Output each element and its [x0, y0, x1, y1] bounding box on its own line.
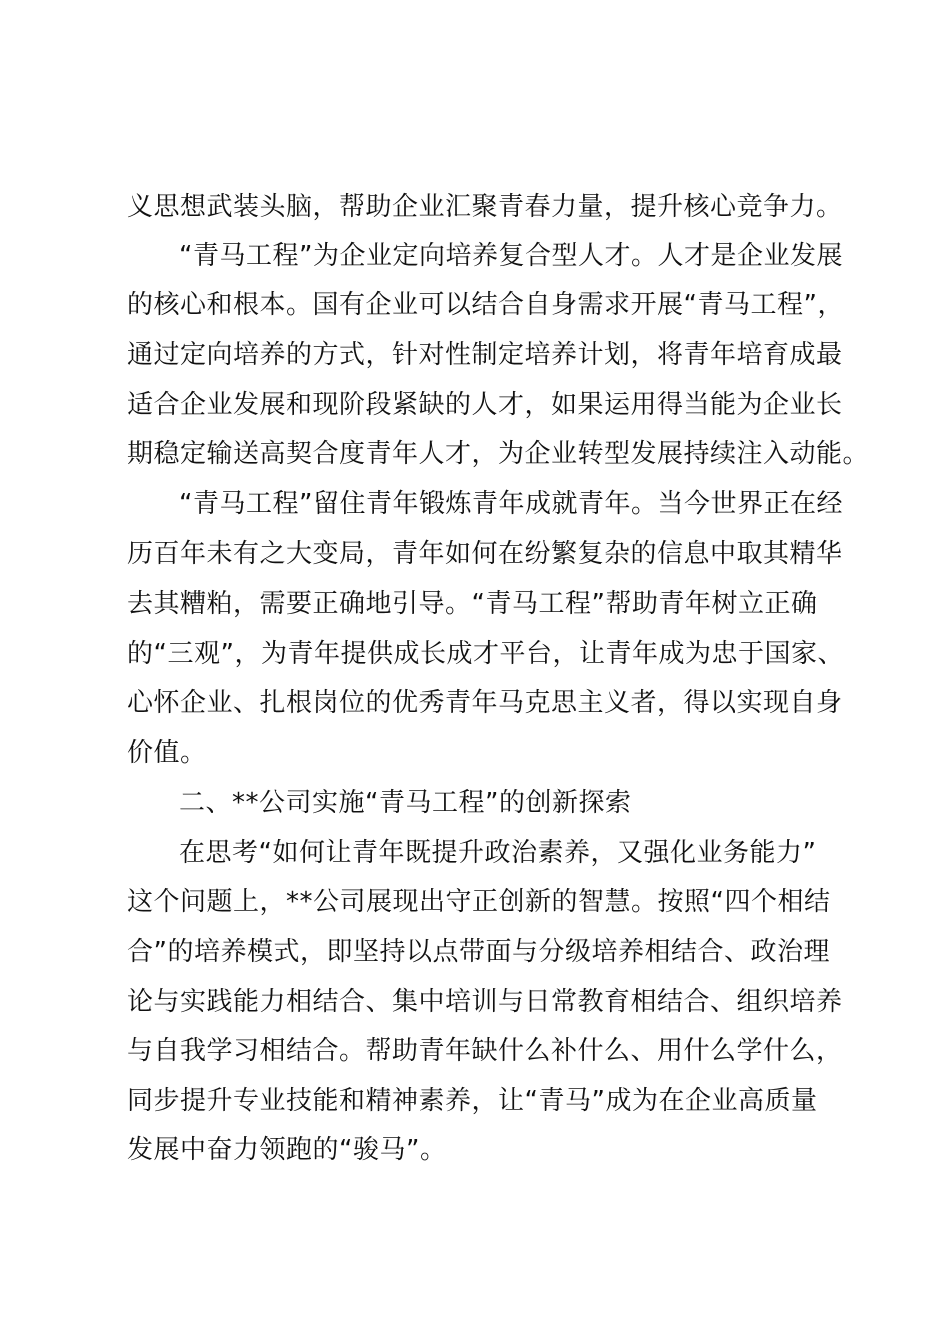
text-line: 期稳定输送高契合度青年人才，为企业转型发展持续注入动能。: [127, 439, 870, 469]
text-line: 论与实践能力相结合、集中培训与日常教育相结合、组织培养: [127, 987, 843, 1017]
text-line: 价值。: [127, 738, 207, 768]
text-line: 这个问题上，**公司展现出守正创新的智慧。按照“四个相结: [127, 887, 831, 917]
text-line: 历百年未有之大变局，青年如何在纷繁复杂的信息中取其精华: [127, 539, 843, 569]
text-line: 适合企业发展和现阶段紧缺的人才，如果运用得当能为企业长: [127, 390, 843, 420]
text-line: 义思想武装头脑，帮助企业汇聚青春力量，提升核心竞争力。: [127, 192, 843, 222]
text-line: 的核心和根本。国有企业可以结合自身需求开展“青马工程”，: [127, 290, 844, 320]
text-line: 的“三观”，为青年提供成长成才平台，让青年成为忠于国家、: [127, 639, 844, 669]
paragraph-start-line: “青马工程”留住青年锻炼青年成就青年。当今世界正在经: [179, 489, 843, 519]
text-line: 去其糟粕，需要正确地引导。“青马工程”帮助青年树立正确: [127, 589, 818, 619]
paragraph-start-line: “青马工程”为企业定向培养复合型人才。人才是企业发展: [179, 241, 843, 271]
section-heading: 二、**公司实施“青马工程”的创新探索: [179, 788, 632, 818]
text-line: 同步提升专业技能和精神素养，让“青马”成为在企业高质量: [127, 1086, 818, 1116]
text-line: 与自我学习相结合。帮助青年缺什么补什么、用什么学什么，: [127, 1036, 843, 1066]
paragraph-start-line: 在思考“如何让青年既提升政治素养，又强化业务能力”: [179, 838, 817, 868]
text-line: 通过定向培养的方式，针对性制定培养计划，将青年培育成最: [127, 340, 843, 370]
text-line: 心怀企业、扎根岗位的优秀青年马克思主义者，得以实现自身: [127, 688, 843, 718]
text-line: 发展中奋力领跑的“骏马”。: [127, 1135, 447, 1165]
text-line: 合”的培养模式，即坚持以点带面与分级培养相结合、政治理: [127, 937, 830, 967]
